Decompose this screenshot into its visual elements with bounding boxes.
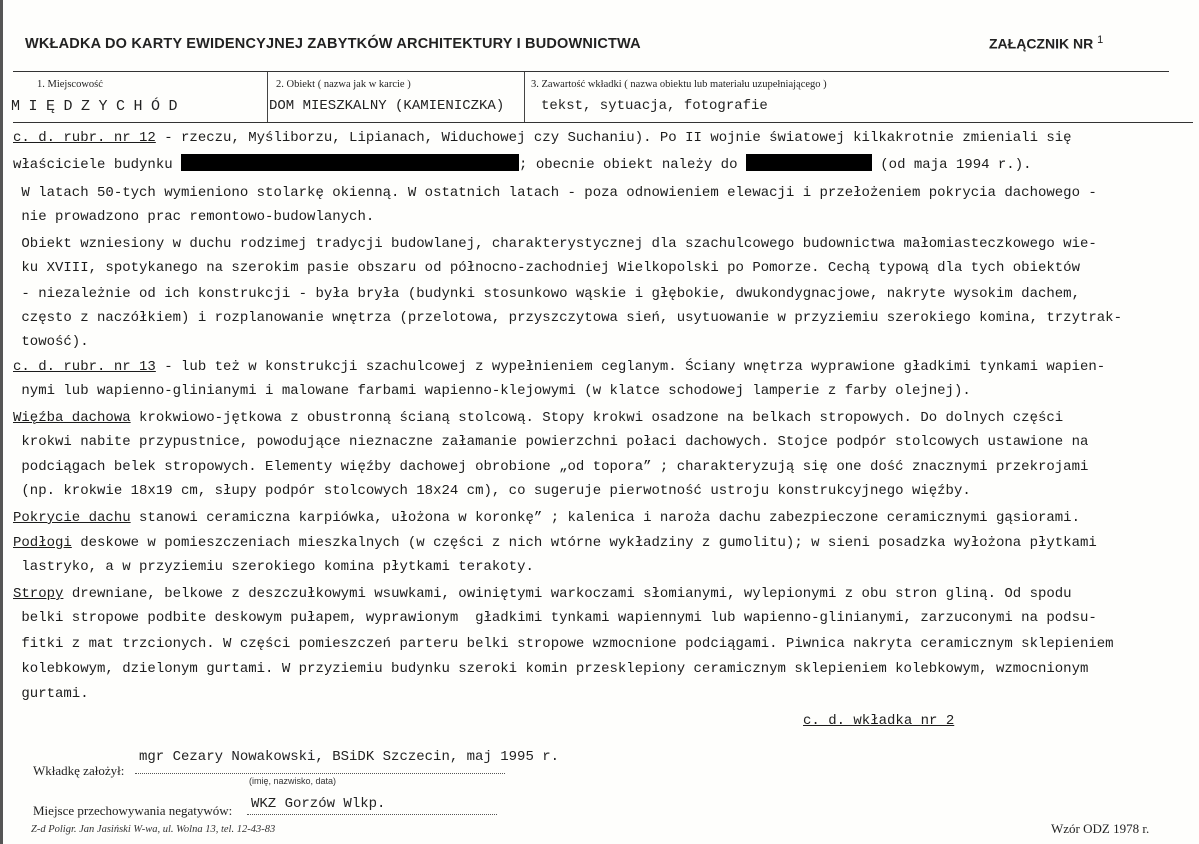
content-label: 3. Zawartość wkładki ( nazwa obiektu lub materiału uzupełniającego ): [531, 79, 827, 90]
heading-roofing: Pokrycie dachu: [13, 510, 131, 526]
negatives-dotted-line: [247, 814, 497, 815]
annex-label-text: ZAŁĄCZNIK NR: [989, 35, 1094, 52]
body-line-5: Obiekt wzniesiony w duchu rodzimej tradycji budowlanej, charakterystycznej dla szachulcowego budownictwa małomiasteczkowego wie-: [13, 236, 1097, 252]
annex-number: 1: [1097, 34, 1104, 46]
body-text: właściciele budynku: [13, 157, 182, 173]
heading-ceilings: Stropy: [13, 586, 64, 602]
negatives-label: Miejsce przechowywania negatywów:: [33, 803, 233, 818]
header-top-rule: [13, 71, 1169, 72]
continuation-note: c. d. wkładka nr 2: [803, 713, 955, 729]
annex-label: [989, 34, 1103, 52]
body-line-12: [13, 410, 1063, 426]
body-line-6: ku XVIII, spotykanego na szerokim pasie obszaru od północno-zachodniej Wielkopolski po Pomorze. Cechą typową dla tych obiektów: [13, 260, 1080, 276]
header-divider-2: [524, 72, 525, 122]
body-line-4: nie prowadzono prac remontowo-budowlanych.: [13, 209, 375, 225]
body-line-21: fitki z mat trzcionych. W części pomieszczeń parteru belki stropowe wzmocnione podciągami. Piwnica nakryta ceramicznym sklepieniem: [13, 636, 1114, 652]
body-text: drewniane, belkowe z deszczułkowymi wsuwkami, owiniętymi warkoczami słomianymi, wylepionymi z obu stron gliną. Od spodu: [63, 586, 1072, 602]
body-line-3: W latach 50-tych wymieniono stolarkę okienną. W ostatnich latach - poza odnowieniem elewacji i przełożeniem pokrycia dachowego -: [13, 185, 1097, 201]
negatives-value: WKZ Gorzów Wlkp.: [251, 796, 386, 812]
section-ref-12: c. d. rubr. nr 12: [13, 130, 156, 146]
body-line-22: kolebkowym, dzielonym gurtami. W przyziemiu budynku szeroki komin przesklepiony ceramicznym sklepieniem kolebkowym, wzmocnionym: [13, 661, 1089, 677]
heading-floors: Podłogi: [13, 535, 72, 551]
body-line-15: (np. krokwie 18x19 cm, słupy podpór stolcowych 18x24 cm), co sugeruje pierwotność ustroju konstrukcyjnego więźby.: [13, 483, 971, 499]
body-line-2: [13, 154, 1032, 173]
form-model: Wzór ODZ 1978 r.: [1051, 821, 1150, 836]
body-line-23: gurtami.: [13, 686, 89, 702]
body-line-7: - niezależnie od ich konstrukcji - była bryła (budynki stosunkowo wąskie i głębokie, dwukondygnacjowe, nakryte wysokim dachem,: [13, 286, 1080, 302]
locality-label: 1. Miejscowość: [37, 79, 103, 90]
section-ref-13: c. d. rubr. nr 13: [13, 359, 156, 375]
locality-value: MIĘDZYCHÓD: [11, 98, 187, 115]
body-text: - lub też w konstrukcji szachulcowej z wypełnieniem ceglanym. Ściany wnętrza wyprawione gładkimi tynkami wapien-: [155, 359, 1106, 375]
body-line-17: [13, 535, 1097, 551]
header-bottom-rule: [13, 122, 1193, 123]
body-line-20: belki stropowe podbite deskowym pułapem, wyprawionym gładkimi tynkami wapiennymi lub wapienno-glinianymi, zarzuconymi na podsu-: [13, 610, 1097, 626]
object-value: DOM MIESZKALNY (KAMIENICZKA): [269, 98, 505, 114]
redacted-owner: [181, 154, 519, 171]
author-label: Wkładkę założył:: [33, 763, 125, 778]
body-text: deskowe w pomieszczeniach mieszkalnych (w części z nich wtórne wykładziny z gumolitu); w sieni posadzka wyłożona płytkami: [71, 535, 1097, 551]
author-value: mgr Cezary Nowakowski, BSiDK Szczecin, maj 1995 r.: [139, 749, 560, 765]
header-divider-1: [267, 72, 268, 122]
author-hint: (imię, nazwisko, data): [249, 776, 337, 786]
object-label: 2. Obiekt ( nazwa jak w karcie ): [276, 79, 411, 90]
body-line-19: [13, 586, 1072, 602]
heading-roof-truss: Więźba dachowa: [13, 410, 131, 426]
body-line-18: lastryko, a w przyziemiu szerokiego komina płytkami terakoty.: [13, 559, 534, 575]
body-text: ; obecnie obiekt należy do: [519, 157, 746, 173]
redacted-current-owner: [746, 154, 872, 171]
body-text: stanowi ceramiczna karpiówka, ułożona w koronkę” ; kalenica i naroża dachu zabezpieczone ceramicznymi gąsiorami.: [130, 510, 1080, 526]
body-text: krokwiowo-jętkowa z obustronną ścianą stolcową. Stopy krokwi osadzone na belkach stropowych. Do dolnych części: [130, 410, 1064, 426]
body-line-14: podciągach belek stropowych. Elementy więźby dachowej obrobione „od topora” ; charakteryzują się one dość znacznymi przekrojami: [13, 459, 1089, 475]
body-line-16: [13, 510, 1080, 526]
content-value: tekst, sytuacja, fotografie: [541, 98, 768, 114]
body-text: - rzeczu, Myśliborzu, Lipianach, Widuchowej czy Suchaniu). Po II wojnie światowej kilkakrotnie zmieniali się: [155, 130, 1072, 146]
body-line-1: [13, 130, 1072, 146]
body-line-11: nymi lub wapienno-glinianymi i malowane farbami wapienno-klejowymi (w klatce schodowej lamperie z farby olejnej).: [13, 383, 971, 399]
author-dotted-line: [135, 773, 505, 774]
document-title: WKŁADKA DO KARTY EWIDENCYJNEJ ZABYTKÓW ARCHITEKTURY I BUDOWNICTWA: [25, 36, 641, 52]
body-line-10: [13, 359, 1105, 375]
body-line-13: krokwi nabite przypustnice, powodujące nieznaczne załamanie powierzchni połaci dachowych. Stojce podpór stolcowych ustawione na: [13, 434, 1089, 450]
body-line-8: często z naczółkiem) i rozplanowanie wnętrza (przelotowa, przyszczytowa sień, usytuowanie w przyziemiu szerokiego komina, trzytrak-: [13, 310, 1122, 326]
printer-imprint: Z-d Poligr. Jan Jasiński W-wa, ul. Wolna 13, tel. 12-43-83: [31, 824, 276, 835]
body-line-9: towość).: [13, 334, 89, 350]
body-text: (od maja 1994 r.).: [880, 157, 1032, 173]
